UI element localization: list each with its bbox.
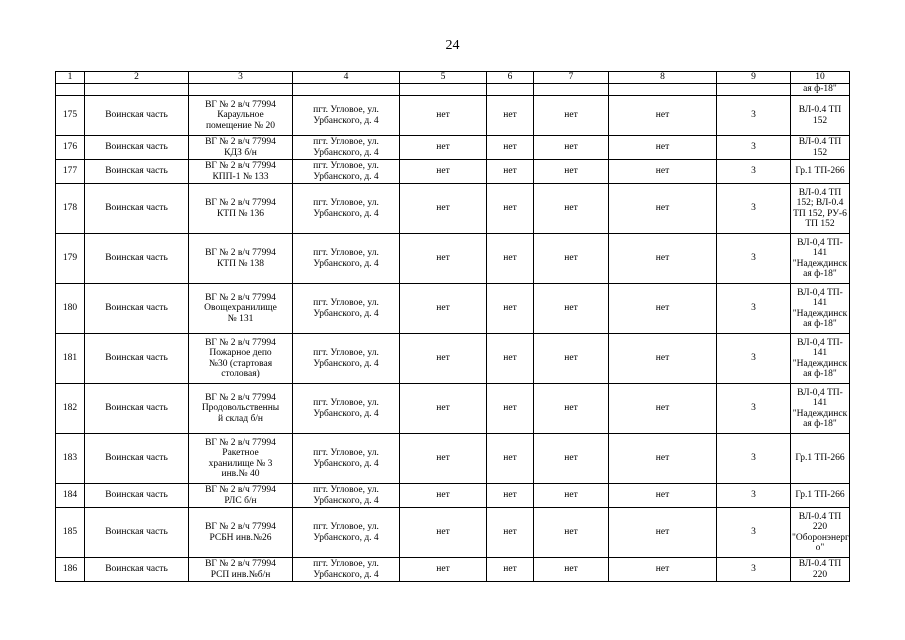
column-5-cell: нет <box>400 484 487 508</box>
object-name-cell: ВГ № 2 в/ч 77994 Пожарное депо №30 (стартовая столовая) <box>189 334 293 384</box>
column-8-cell: нет <box>609 334 717 384</box>
address-cell: пгт. Угловое, ул. Урбанского, д. 4 <box>293 184 400 234</box>
column-6-cell: нет <box>487 434 534 484</box>
column-6-cell: нет <box>487 558 534 582</box>
row-number-cell: 180 <box>56 284 85 334</box>
table-row <box>56 136 850 160</box>
row-number-cell: 186 <box>56 558 85 582</box>
object-name-cell: ВГ № 2 в/ч 77994 РСБН инв.№26 <box>189 508 293 558</box>
object-type-cell: Воинская часть <box>85 484 189 508</box>
object-name-cell: ВГ № 2 в/ч 77994 КПП-1 № 133 <box>189 160 293 184</box>
row-number-cell: 178 <box>56 184 85 234</box>
table-cell <box>534 84 609 96</box>
object-name-cell: ВГ № 2 в/ч 77994 Ракетное хранилище № 3 инв.№ 40 <box>189 434 293 484</box>
power-line-cell: ВЛ-0.4 ТП 220 "Оборонэнерг о" <box>791 508 850 558</box>
table-cell <box>487 84 534 96</box>
category-cell: 3 <box>717 96 791 136</box>
row-number-cell: 183 <box>56 434 85 484</box>
address-cell: пгт. Угловое, ул. Урбанского, д. 4 <box>293 508 400 558</box>
row-number-cell: 175 <box>56 96 85 136</box>
column-7-cell: нет <box>534 484 609 508</box>
row-number-cell: 182 <box>56 384 85 434</box>
category-cell: 3 <box>717 484 791 508</box>
column-7-cell: нет <box>534 284 609 334</box>
column-8-cell: нет <box>609 96 717 136</box>
category-cell: 3 <box>717 558 791 582</box>
table-row <box>56 334 850 384</box>
object-type-cell: Воинская часть <box>85 334 189 384</box>
power-line-cell: ВЛ-0.4 ТП 152 <box>791 96 850 136</box>
column-7-cell: нет <box>534 234 609 284</box>
object-name-cell: ВГ № 2 в/ч 77994 КДЗ б/н <box>189 136 293 160</box>
row-number-cell: 181 <box>56 334 85 384</box>
object-name-cell: ВГ № 2 в/ч 77994 РЛС б/н <box>189 484 293 508</box>
column-6-cell: нет <box>487 96 534 136</box>
column-5-cell: нет <box>400 160 487 184</box>
column-5-cell: нет <box>400 558 487 582</box>
category-cell: 3 <box>717 160 791 184</box>
power-line-cell: ВЛ-0.4 ТП 152 <box>791 136 850 160</box>
column-6-cell: нет <box>487 234 534 284</box>
table-row <box>56 96 850 136</box>
object-type-cell: Воинская часть <box>85 558 189 582</box>
category-cell: 3 <box>717 434 791 484</box>
category-cell: 3 <box>717 508 791 558</box>
address-cell: пгт. Угловое, ул. Урбанского, д. 4 <box>293 558 400 582</box>
object-type-cell: Воинская часть <box>85 136 189 160</box>
power-line-cell: ВЛ-0.4 ТП 152; ВЛ-0.4 ТП 152, РУ-6 ТП 152 <box>791 184 850 234</box>
column-header: 6 <box>487 72 534 84</box>
table-cell <box>293 84 400 96</box>
row-number-cell: 177 <box>56 160 85 184</box>
column-5-cell: нет <box>400 96 487 136</box>
column-7-cell: нет <box>534 508 609 558</box>
column-header: 10 <box>791 72 850 84</box>
column-6-cell: нет <box>487 136 534 160</box>
table-cell <box>85 84 189 96</box>
category-cell: 3 <box>717 334 791 384</box>
column-7-cell: нет <box>534 184 609 234</box>
row-number-cell: 179 <box>56 234 85 284</box>
column-header: 8 <box>609 72 717 84</box>
table-row <box>56 558 850 582</box>
table-row <box>56 184 850 234</box>
power-line-cell: ВЛ-0.4 ТП 220 <box>791 558 850 582</box>
address-cell: пгт. Угловое, ул. Урбанского, д. 4 <box>293 136 400 160</box>
column-header: 1 <box>56 72 85 84</box>
column-8-cell: нет <box>609 284 717 334</box>
column-6-cell: нет <box>487 508 534 558</box>
object-name-cell: ВГ № 2 в/ч 77994 КТП № 138 <box>189 234 293 284</box>
column-5-cell: нет <box>400 334 487 384</box>
table-cell <box>400 84 487 96</box>
column-8-cell: нет <box>609 434 717 484</box>
table-row <box>56 284 850 334</box>
power-line-cell: Гр.1 ТП-266 <box>791 160 850 184</box>
row-number-cell: 176 <box>56 136 85 160</box>
column-5-cell: нет <box>400 508 487 558</box>
column-8-cell: нет <box>609 184 717 234</box>
column-5-cell: нет <box>400 384 487 434</box>
power-line-cell: Гр.1 ТП-266 <box>791 434 850 484</box>
table-row <box>56 508 850 558</box>
column-8-cell: нет <box>609 160 717 184</box>
power-line-cell: ВЛ-0,4 ТП- 141 "Надеждинск ая ф-18" <box>791 284 850 334</box>
address-cell: пгт. Угловое, ул. Урбанского, д. 4 <box>293 160 400 184</box>
continuation-row <box>56 84 850 96</box>
column-8-cell: нет <box>609 508 717 558</box>
object-name-cell: ВГ № 2 в/ч 77994 Продовольственны й склад б/н <box>189 384 293 434</box>
column-header: 4 <box>293 72 400 84</box>
power-line-cell: ВЛ-0,4 ТП- 141 "Надеждинск ая ф-18" <box>791 234 850 284</box>
column-header: 5 <box>400 72 487 84</box>
column-6-cell: нет <box>487 184 534 234</box>
page-number: 24 <box>445 38 460 53</box>
object-type-cell: Воинская часть <box>85 384 189 434</box>
power-line-cell: ВЛ-0,4 ТП- 141 "Надеждинск ая ф-18" <box>791 384 850 434</box>
address-cell: пгт. Угловое, ул. Урбанского, д. 4 <box>293 284 400 334</box>
table-row <box>56 160 850 184</box>
object-type-cell: Воинская часть <box>85 160 189 184</box>
table-cell <box>189 84 293 96</box>
object-name-cell: ВГ № 2 в/ч 77994 КТП № 136 <box>189 184 293 234</box>
line-cell: ая ф-18" <box>791 84 850 96</box>
column-5-cell: нет <box>400 184 487 234</box>
address-cell: пгт. Угловое, ул. Урбанского, д. 4 <box>293 384 400 434</box>
column-7-cell: нет <box>534 384 609 434</box>
table-cell <box>56 84 85 96</box>
column-8-cell: нет <box>609 558 717 582</box>
table-row <box>56 234 850 284</box>
column-6-cell: нет <box>487 160 534 184</box>
registry-table <box>55 71 850 582</box>
object-type-cell: Воинская часть <box>85 96 189 136</box>
column-5-cell: нет <box>400 284 487 334</box>
column-8-cell: нет <box>609 136 717 160</box>
column-6-cell: нет <box>487 484 534 508</box>
row-number-cell: 184 <box>56 484 85 508</box>
object-type-cell: Воинская часть <box>85 508 189 558</box>
power-line-cell: ВЛ-0,4 ТП- 141 "Надеждинск ая ф-18" <box>791 334 850 384</box>
column-7-cell: нет <box>534 334 609 384</box>
table-row <box>56 384 850 434</box>
column-header: 7 <box>534 72 609 84</box>
column-5-cell: нет <box>400 136 487 160</box>
object-type-cell: Воинская часть <box>85 284 189 334</box>
category-cell: 3 <box>717 136 791 160</box>
address-cell: пгт. Угловое, ул. Урбанского, д. 4 <box>293 434 400 484</box>
category-cell: 3 <box>717 234 791 284</box>
category-cell: 3 <box>717 284 791 334</box>
table-cell <box>609 84 717 96</box>
object-name-cell: ВГ № 2 в/ч 77994 Овощехранилище № 131 <box>189 284 293 334</box>
object-type-cell: Воинская часть <box>85 184 189 234</box>
column-8-cell: нет <box>609 484 717 508</box>
column-7-cell: нет <box>534 136 609 160</box>
column-6-cell: нет <box>487 284 534 334</box>
power-line-cell: Гр.1 ТП-266 <box>791 484 850 508</box>
object-name-cell: ВГ № 2 в/ч 77994 РСП инв.№б/н <box>189 558 293 582</box>
object-type-cell: Воинская часть <box>85 234 189 284</box>
column-5-cell: нет <box>400 234 487 284</box>
address-cell: пгт. Угловое, ул. Урбанского, д. 4 <box>293 96 400 136</box>
column-number-row <box>56 72 850 84</box>
object-type-cell: Воинская часть <box>85 434 189 484</box>
column-8-cell: нет <box>609 384 717 434</box>
category-cell: 3 <box>717 384 791 434</box>
column-6-cell: нет <box>487 334 534 384</box>
column-7-cell: нет <box>534 434 609 484</box>
column-header: 3 <box>189 72 293 84</box>
object-name-cell: ВГ № 2 в/ч 77994 Караульное помещение № 20 <box>189 96 293 136</box>
address-cell: пгт. Угловое, ул. Урбанского, д. 4 <box>293 484 400 508</box>
address-cell: пгт. Угловое, ул. Урбанского, д. 4 <box>293 334 400 384</box>
table-cell <box>717 84 791 96</box>
address-cell: пгт. Угловое, ул. Урбанского, д. 4 <box>293 234 400 284</box>
column-header: 2 <box>85 72 189 84</box>
column-7-cell: нет <box>534 160 609 184</box>
column-7-cell: нет <box>534 96 609 136</box>
table-row <box>56 434 850 484</box>
column-8-cell: нет <box>609 234 717 284</box>
column-6-cell: нет <box>487 384 534 434</box>
category-cell: 3 <box>717 184 791 234</box>
column-5-cell: нет <box>400 434 487 484</box>
row-number-cell: 185 <box>56 508 85 558</box>
column-header: 9 <box>717 72 791 84</box>
column-7-cell: нет <box>534 558 609 582</box>
table-row <box>56 484 850 508</box>
